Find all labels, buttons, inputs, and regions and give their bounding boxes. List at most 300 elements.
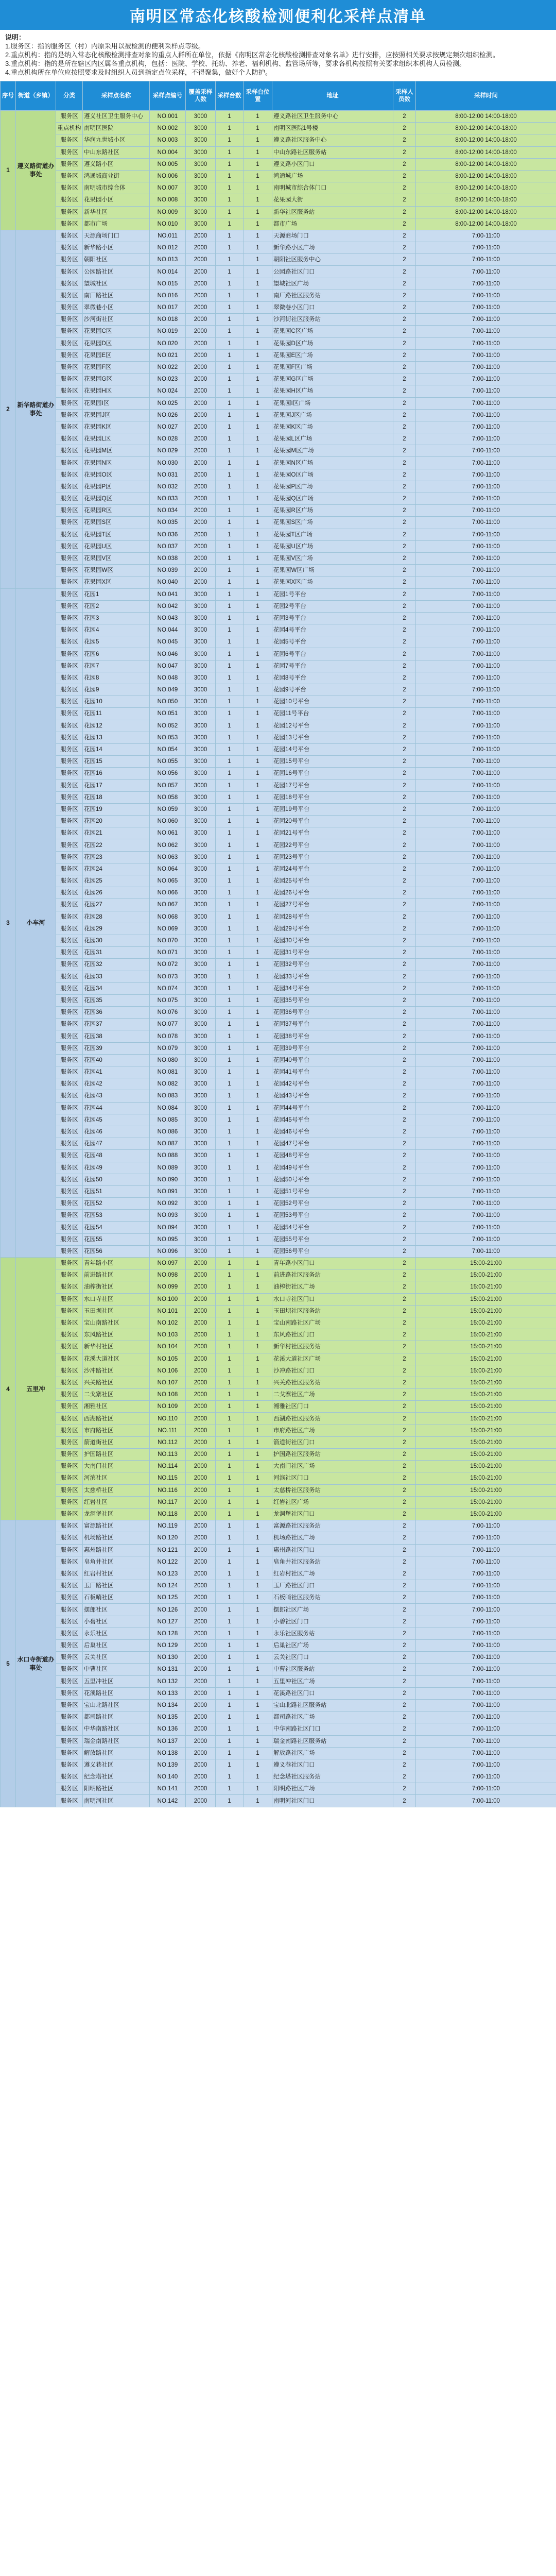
section-index-cell: 5	[1, 1520, 16, 1807]
table-row	[1, 540, 556, 552]
table-cell: 2	[393, 1210, 416, 1222]
table-cell: 花园17	[83, 779, 150, 791]
table-row	[1, 672, 556, 684]
table-cell: 花园49	[83, 1162, 150, 1174]
table-cell: 2000	[186, 1449, 216, 1461]
table-cell: 1	[244, 1520, 272, 1532]
table-cell: 3000	[186, 1233, 216, 1245]
table-cell: 7:00-11:00	[416, 1185, 556, 1197]
table-cell: 花园29	[83, 923, 150, 935]
table-cell: NO.040	[150, 577, 186, 588]
table-cell: 2000	[186, 517, 216, 529]
table-cell: 1	[216, 708, 244, 720]
table-cell: 2	[393, 409, 416, 421]
table-row	[1, 1019, 556, 1030]
table-cell: 花园42号平台	[272, 1078, 393, 1090]
table-cell: 花园36	[83, 1007, 150, 1019]
table-cell: 花园25	[83, 875, 150, 887]
table-cell: 7:00-11:00	[416, 1019, 556, 1030]
table-cell: 花果园K区广场	[272, 421, 393, 433]
table-row	[1, 1293, 556, 1305]
table-cell: 2	[393, 123, 416, 134]
table-cell: NO.094	[150, 1222, 186, 1233]
table-cell: 1	[216, 696, 244, 708]
table-cell: 1	[244, 624, 272, 636]
table-cell: NO.044	[150, 624, 186, 636]
table-cell: 2	[393, 505, 416, 517]
table-cell: 3000	[186, 863, 216, 875]
table-cell: 都司路社区	[83, 1711, 150, 1723]
table-cell: 瑞金南路社区	[83, 1735, 150, 1747]
table-cell: NO.015	[150, 278, 186, 290]
table-cell: 2	[393, 218, 416, 230]
table-cell: 7:00-11:00	[416, 397, 556, 409]
table-cell: 1	[244, 206, 272, 218]
table-row	[1, 302, 556, 314]
table-row	[1, 600, 556, 612]
table-cell: 2	[393, 1007, 416, 1019]
table-cell: 花果园T区	[83, 529, 150, 540]
table-cell: 1	[244, 123, 272, 134]
table-cell: 二戈寨社区	[83, 1389, 150, 1401]
table-cell: 服务区	[56, 1436, 83, 1448]
table-cell: 服务区	[56, 1604, 83, 1616]
table-row	[1, 254, 556, 266]
table-cell: NO.054	[150, 743, 186, 755]
table-row	[1, 374, 556, 385]
table-cell: 湘雅社区	[83, 1401, 150, 1413]
table-cell: 服务区	[56, 1449, 83, 1461]
table-cell: 2000	[186, 1795, 216, 1807]
table-row	[1, 397, 556, 409]
table-cell: 2	[393, 1066, 416, 1078]
table-cell: 服务区	[56, 1616, 83, 1628]
table-cell: 花园12	[83, 720, 150, 732]
table-row	[1, 517, 556, 529]
table-cell: 花园50	[83, 1174, 150, 1185]
table-row	[1, 1723, 556, 1735]
table-cell: 1	[244, 469, 272, 481]
table-cell: 2	[393, 158, 416, 170]
table-cell: 2000	[186, 1759, 216, 1771]
table-cell: 五里冲社区	[83, 1675, 150, 1687]
table-cell: 花园11号平台	[272, 708, 393, 720]
table-cell: 天源商场门口	[272, 230, 393, 242]
table-cell: NO.070	[150, 935, 186, 946]
table-cell: 服务区	[56, 218, 83, 230]
table-cell: 1	[216, 1723, 244, 1735]
table-cell: 1	[216, 899, 244, 911]
table-cell: 3000	[186, 1042, 216, 1054]
table-row	[1, 469, 556, 481]
table-cell: 南厂路社区	[83, 290, 150, 301]
table-cell: NO.018	[150, 314, 186, 326]
table-cell: NO.103	[150, 1329, 186, 1341]
table-cell: 花果园N区	[83, 457, 150, 469]
table-cell: NO.045	[150, 636, 186, 648]
table-cell: NO.042	[150, 600, 186, 612]
table-cell: 3000	[186, 1174, 216, 1185]
table-cell: 1	[244, 1783, 272, 1795]
table-cell: 护国路社区服务站	[272, 1449, 393, 1461]
table-cell: 1	[244, 1532, 272, 1544]
table-row	[1, 1269, 556, 1281]
table-cell: 1	[216, 923, 244, 935]
table-cell: 1	[244, 1019, 272, 1030]
table-cell: 2	[393, 1699, 416, 1711]
table-cell: NO.141	[150, 1783, 186, 1795]
table-cell: 服务区	[56, 636, 83, 648]
table-cell: 服务区	[56, 612, 83, 624]
table-cell: 3000	[186, 827, 216, 839]
table-cell: 花园16	[83, 768, 150, 779]
table-cell: 玉田坝社区服务站	[272, 1305, 393, 1317]
table-row	[1, 158, 556, 170]
table-cell: 市府路社区广场	[272, 1425, 393, 1436]
section-street-cell: 小车河	[16, 588, 56, 1258]
table-cell: 7:00-11:00	[416, 959, 556, 971]
table-cell: NO.109	[150, 1401, 186, 1413]
table-cell: 1	[244, 648, 272, 660]
table-cell: NO.014	[150, 266, 186, 278]
table-cell: 太慈桥社区	[83, 1484, 150, 1496]
table-cell: 服务区	[56, 1759, 83, 1771]
table-row	[1, 1664, 556, 1675]
table-cell: 服务区	[56, 911, 83, 923]
table-row	[1, 851, 556, 863]
table-cell: NO.024	[150, 385, 186, 397]
table-cell: 服务区	[56, 1066, 83, 1078]
table-cell: 3000	[186, 1007, 216, 1019]
table-cell: 2	[393, 732, 416, 743]
table-cell: 花园9号平台	[272, 684, 393, 696]
table-cell: 服务区	[56, 134, 83, 146]
table-cell: 宝山北路社区	[83, 1699, 150, 1711]
table-row	[1, 982, 556, 994]
table-cell: 3000	[186, 134, 216, 146]
table-cell: 服务区	[56, 959, 83, 971]
table-cell: 1	[244, 314, 272, 326]
table-cell: NO.119	[150, 1520, 186, 1532]
table-cell: 1	[244, 326, 272, 337]
table-cell: 1	[244, 1293, 272, 1305]
table-cell: 1	[244, 445, 272, 457]
table-cell: 1	[216, 1664, 244, 1675]
table-cell: 服务区	[56, 660, 83, 672]
table-cell: NO.080	[150, 1054, 186, 1066]
table-cell: 西湖路社区服务站	[272, 1413, 393, 1425]
table-cell: NO.002	[150, 123, 186, 134]
table-cell: 1	[244, 517, 272, 529]
table-cell: NO.137	[150, 1735, 186, 1747]
table-cell: 南明河社区门口	[272, 1795, 393, 1807]
table-row	[1, 875, 556, 887]
table-cell: 1	[244, 170, 272, 182]
table-cell: 花园28	[83, 911, 150, 923]
table-cell: 7:00-11:00	[416, 1735, 556, 1747]
table-row	[1, 1365, 556, 1377]
table-cell: 油榨街社区广场	[272, 1281, 393, 1293]
table-cell: 7:00-11:00	[416, 1078, 556, 1090]
table-cell: 8:00-12:00 14:00-18:00	[416, 206, 556, 218]
table-cell: 15:00-21:00	[416, 1449, 556, 1461]
table-cell: 2000	[186, 1568, 216, 1580]
table-cell: 15:00-21:00	[416, 1353, 556, 1365]
table-cell: 花园41	[83, 1066, 150, 1078]
table-cell: 花果园Q区	[83, 493, 150, 505]
table-cell: 2000	[186, 577, 216, 588]
table-cell: 2	[393, 684, 416, 696]
table-cell: 2	[393, 1628, 416, 1639]
table-cell: 花园2	[83, 600, 150, 612]
table-cell: 鸿通城商业街	[83, 170, 150, 182]
table-cell: 1	[244, 1281, 272, 1293]
table-cell: 玉厂路社区	[83, 1580, 150, 1592]
table-cell: 花园32号平台	[272, 959, 393, 971]
table-cell: 3000	[186, 1245, 216, 1257]
table-cell: 服务区	[56, 803, 83, 815]
table-cell: 8:00-12:00 14:00-18:00	[416, 134, 556, 146]
table-cell: 1	[216, 947, 244, 959]
table-cell: 3000	[186, 1222, 216, 1233]
table-cell: 2	[393, 696, 416, 708]
table-cell: 1	[216, 1556, 244, 1568]
table-cell: 花园15号平台	[272, 756, 393, 768]
table-row	[1, 1568, 556, 1580]
table-cell: 1	[244, 1401, 272, 1413]
table-cell: 花园18号平台	[272, 791, 393, 803]
table-cell: 15:00-21:00	[416, 1377, 556, 1388]
table-cell: 花果园O区	[83, 469, 150, 481]
table-cell: 服务区	[56, 851, 83, 863]
table-cell: 15:00-21:00	[416, 1401, 556, 1413]
table-cell: 1	[216, 1735, 244, 1747]
table-cell: 3000	[186, 206, 216, 218]
table-cell: 花园13	[83, 732, 150, 743]
table-cell: 服务区	[56, 863, 83, 875]
table-row	[1, 1066, 556, 1078]
table-cell: 纪念塔社区	[83, 1771, 150, 1783]
table-cell: NO.051	[150, 708, 186, 720]
table-cell: 15:00-21:00	[416, 1281, 556, 1293]
table-cell: 1	[216, 1198, 244, 1210]
table-cell: 花园35	[83, 994, 150, 1006]
table-cell: 2	[393, 242, 416, 254]
table-cell: 7:00-11:00	[416, 1042, 556, 1054]
table-cell: 花果园Q区广场	[272, 493, 393, 505]
table-cell: 3000	[186, 648, 216, 660]
table-row	[1, 1592, 556, 1604]
table-cell: 1	[244, 1508, 272, 1520]
table-cell: 服务区	[56, 1317, 83, 1329]
table-cell: NO.036	[150, 529, 186, 540]
table-cell: NO.084	[150, 1102, 186, 1114]
table-cell: 2	[393, 469, 416, 481]
table-cell: 2000	[186, 1520, 216, 1532]
table-cell: 花园7号平台	[272, 660, 393, 672]
table-cell: 花园43	[83, 1090, 150, 1102]
table-cell: 云关社区	[83, 1652, 150, 1664]
table-cell: 2	[393, 1042, 416, 1054]
table-cell: 1	[244, 684, 272, 696]
table-cell: 2000	[186, 385, 216, 397]
table-cell: 7:00-11:00	[416, 326, 556, 337]
table-cell: 服务区	[56, 1365, 83, 1377]
table-cell: 8:00-12:00 14:00-18:00	[416, 194, 556, 206]
table-cell: 花园20号平台	[272, 816, 393, 827]
table-cell: 1	[216, 266, 244, 278]
table-cell: NO.098	[150, 1269, 186, 1281]
table-cell: NO.007	[150, 182, 186, 194]
table-row	[1, 684, 556, 696]
table-cell: 花果园L区	[83, 433, 150, 445]
table-cell: 2	[393, 1723, 416, 1735]
table-cell: 服务区	[56, 1281, 83, 1293]
table-cell: 花园26号平台	[272, 887, 393, 899]
table-cell: 2	[393, 361, 416, 373]
table-row	[1, 1711, 556, 1723]
table-cell: 1	[216, 1054, 244, 1066]
table-cell: 花溪路社区门口	[272, 1687, 393, 1699]
section-index-cell: 4	[1, 1258, 16, 1520]
table-cell: 服务区	[56, 1389, 83, 1401]
table-cell: NO.005	[150, 158, 186, 170]
section-street-cell: 五里冲	[16, 1258, 56, 1520]
table-cell: 2000	[186, 1401, 216, 1413]
table-cell: 大南门社区广场	[272, 1461, 393, 1472]
table-cell: 1	[244, 565, 272, 577]
table-cell: 服务区	[56, 1245, 83, 1257]
table-cell: 2	[393, 899, 416, 911]
table-cell: 服务区	[56, 290, 83, 301]
table-cell: 1	[244, 1007, 272, 1019]
table-cell: 花园2号平台	[272, 600, 393, 612]
table-cell: 翠微巷小区门口	[272, 302, 393, 314]
table-row	[1, 1007, 556, 1019]
table-cell: 3000	[186, 899, 216, 911]
table-cell: 2	[393, 816, 416, 827]
table-cell: 7:00-11:00	[416, 278, 556, 290]
table-cell: 服务区	[56, 182, 83, 194]
table-cell: 2000	[186, 433, 216, 445]
table-cell: 2	[393, 660, 416, 672]
table-cell: 惠州路社区门口	[272, 1544, 393, 1556]
table-cell: 8:00-12:00 14:00-18:00	[416, 182, 556, 194]
table-row	[1, 230, 556, 242]
table-cell: 2	[393, 1365, 416, 1377]
table-cell: 青年路小区门口	[272, 1258, 393, 1269]
table-cell: 8:00-12:00 14:00-18:00	[416, 146, 556, 158]
table-cell: 花园14号平台	[272, 743, 393, 755]
table-cell: 遵义路社区服务中心	[272, 134, 393, 146]
table-cell: 1	[244, 1078, 272, 1090]
table-cell: 1	[216, 278, 244, 290]
table-cell: NO.136	[150, 1723, 186, 1735]
table-cell: 2	[393, 1580, 416, 1592]
table-cell: 2000	[186, 254, 216, 266]
table-cell: 花园46	[83, 1126, 150, 1138]
table-cell: 机场路社区广场	[272, 1532, 393, 1544]
table-row	[1, 1508, 556, 1520]
table-cell: 西湖路社区	[83, 1413, 150, 1425]
table-cell: 2	[393, 1401, 416, 1413]
table-cell: NO.085	[150, 1114, 186, 1126]
table-cell: 7:00-11:00	[416, 947, 556, 959]
table-cell: 1	[244, 397, 272, 409]
table-cell: 花果园W区广场	[272, 565, 393, 577]
table-cell: 1	[216, 1520, 244, 1532]
table-cell: NO.017	[150, 302, 186, 314]
table-cell: 2000	[186, 242, 216, 254]
table-cell: NO.022	[150, 361, 186, 373]
table-cell: 花园38	[83, 1030, 150, 1042]
table-cell: 3000	[186, 923, 216, 935]
table-cell: NO.063	[150, 851, 186, 863]
table-cell: 1	[216, 1353, 244, 1365]
table-cell: 2	[393, 756, 416, 768]
table-row	[1, 612, 556, 624]
table-cell: 1	[244, 1580, 272, 1592]
table-cell: 服务区	[56, 1496, 83, 1508]
table-row	[1, 648, 556, 660]
table-cell: 1	[244, 803, 272, 815]
table-cell: 1	[216, 1401, 244, 1413]
table-cell: NO.110	[150, 1413, 186, 1425]
table-cell: 花果园R区广场	[272, 505, 393, 517]
table-cell: 南厂路社区服务站	[272, 290, 393, 301]
table-cell: 1	[244, 708, 272, 720]
table-row	[1, 1604, 556, 1616]
table-cell: 花园20	[83, 816, 150, 827]
table-cell: 2000	[186, 1281, 216, 1293]
table-cell: NO.047	[150, 660, 186, 672]
table-cell: 3000	[186, 194, 216, 206]
table-cell: 花园51号平台	[272, 1185, 393, 1197]
table-cell: NO.011	[150, 230, 186, 242]
table-cell: 3000	[186, 1078, 216, 1090]
table-row	[1, 899, 556, 911]
table-cell: NO.078	[150, 1030, 186, 1042]
table-cell: 2000	[186, 1329, 216, 1341]
table-row	[1, 1389, 556, 1401]
table-cell: 2	[393, 337, 416, 349]
table-cell: 服务区	[56, 409, 83, 421]
table-cell: 南明河社区	[83, 1795, 150, 1807]
table-cell: 7:00-11:00	[416, 779, 556, 791]
table-cell: 1	[244, 1472, 272, 1484]
table-cell: 1	[216, 1150, 244, 1162]
table-row	[1, 1520, 556, 1532]
table-row	[1, 1472, 556, 1484]
table-cell: 1	[216, 552, 244, 564]
table-cell: 服务区	[56, 779, 83, 791]
table-cell: 1	[216, 505, 244, 517]
table-cell: 1	[216, 684, 244, 696]
table-cell: 服务区	[56, 1711, 83, 1723]
table-cell: 1	[244, 1353, 272, 1365]
table-row	[1, 720, 556, 732]
table-cell: 服务区	[56, 816, 83, 827]
table-cell: 大南门社区	[83, 1461, 150, 1472]
table-cell: NO.066	[150, 887, 186, 899]
table-cell: 2	[393, 875, 416, 887]
table-cell: 花园10	[83, 696, 150, 708]
table-cell: NO.112	[150, 1436, 186, 1448]
table-cell: 护国路社区	[83, 1449, 150, 1461]
table-cell: 2	[393, 1389, 416, 1401]
table-cell: 服务区	[56, 314, 83, 326]
col-header: 采样台数	[216, 81, 244, 111]
